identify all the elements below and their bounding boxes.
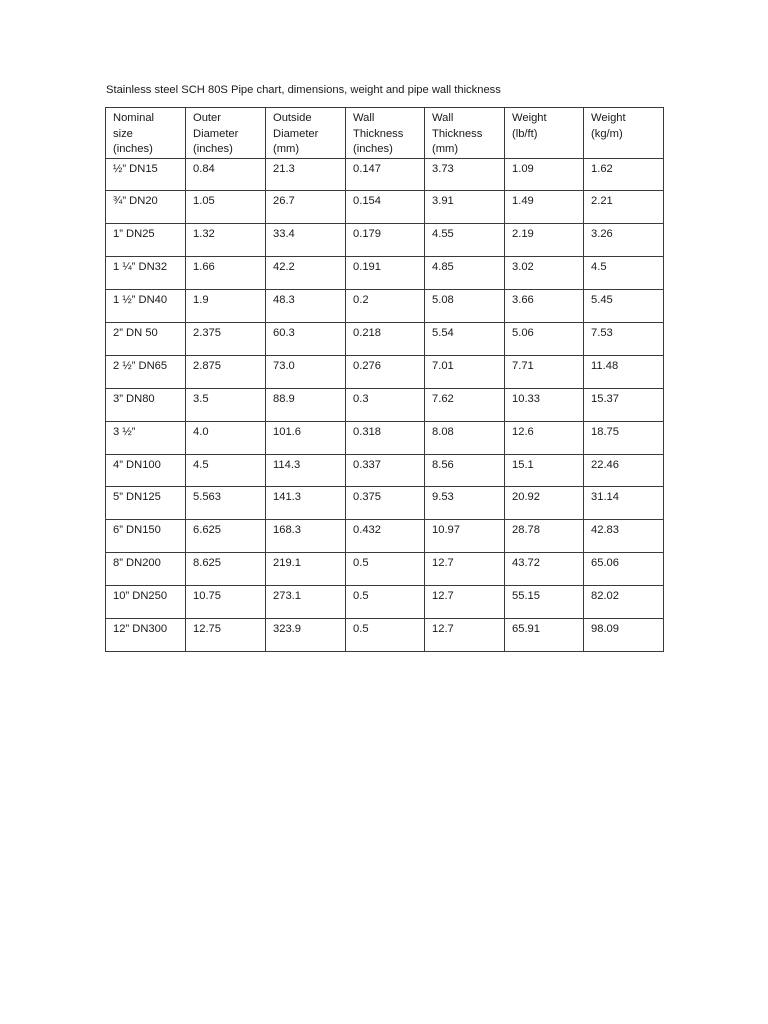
- table-row: [106, 191, 664, 224]
- outer-diameter-inches-cell: 0.84: [186, 158, 266, 191]
- outer-diameter-inches-cell: 2.875: [186, 355, 266, 388]
- nominal-size-cell: 3 ½”: [106, 421, 186, 454]
- header-wall-thickness-mm: Wall Thickness (mm): [425, 108, 505, 159]
- outside-diameter-mm-cell: 73.0: [266, 355, 346, 388]
- nominal-size-cell: 12” DN300: [106, 618, 186, 651]
- weight-kg-m-cell: 4.5: [584, 257, 664, 290]
- nominal-size-cell: 3” DN80: [106, 388, 186, 421]
- weight-lb-ft-cell: 10.33: [505, 388, 584, 421]
- weight-lb-ft-cell: 1.09: [505, 158, 584, 191]
- header-outer-diameter-inches: Outer Diameter (inches): [186, 108, 266, 159]
- weight-kg-m-cell: 82.02: [584, 586, 664, 619]
- weight-lb-ft-cell: 2.19: [505, 224, 584, 257]
- weight-kg-m-cell: 7.53: [584, 322, 664, 355]
- table-row: [106, 553, 664, 586]
- outside-diameter-mm-cell: 42.2: [266, 257, 346, 290]
- pipe-chart-table: [105, 107, 664, 652]
- wall-thickness-mm-cell: 8.08: [425, 421, 505, 454]
- outside-diameter-mm-cell: 48.3: [266, 290, 346, 323]
- nominal-size-cell: 4” DN100: [106, 454, 186, 487]
- wall-thickness-inches-cell: 0.191: [346, 257, 425, 290]
- wall-thickness-mm-cell: 9.53: [425, 487, 505, 520]
- nominal-size-cell: 8” DN200: [106, 553, 186, 586]
- outside-diameter-mm-cell: 21.3: [266, 158, 346, 191]
- wall-thickness-mm-cell: 8.56: [425, 454, 505, 487]
- wall-thickness-inches-cell: 0.5: [346, 586, 425, 619]
- nominal-size-cell: ½” DN15: [106, 158, 186, 191]
- outside-diameter-mm-cell: 33.4: [266, 224, 346, 257]
- nominal-size-cell: ¾” DN20: [106, 191, 186, 224]
- weight-lb-ft-cell: 55.15: [505, 586, 584, 619]
- outer-diameter-inches-cell: 1.9: [186, 290, 266, 323]
- wall-thickness-inches-cell: 0.218: [346, 322, 425, 355]
- header-weight-lb-ft: Weight (lb/ft): [505, 108, 584, 159]
- weight-kg-m-cell: 18.75: [584, 421, 664, 454]
- outer-diameter-inches-cell: 1.32: [186, 224, 266, 257]
- wall-thickness-inches-cell: 0.276: [346, 355, 425, 388]
- weight-lb-ft-cell: 20.92: [505, 487, 584, 520]
- nominal-size-cell: 6” DN150: [106, 520, 186, 553]
- weight-kg-m-cell: 31.14: [584, 487, 664, 520]
- nominal-size-cell: 2 ½” DN65: [106, 355, 186, 388]
- wall-thickness-inches-cell: 0.179: [346, 224, 425, 257]
- weight-lb-ft-cell: 3.66: [505, 290, 584, 323]
- wall-thickness-inches-cell: 0.432: [346, 520, 425, 553]
- weight-lb-ft-cell: 12.6: [505, 421, 584, 454]
- outer-diameter-inches-cell: 6.625: [186, 520, 266, 553]
- outside-diameter-mm-cell: 88.9: [266, 388, 346, 421]
- weight-kg-m-cell: 22.46: [584, 454, 664, 487]
- table-row: [106, 586, 664, 619]
- nominal-size-cell: 2” DN 50: [106, 322, 186, 355]
- weight-lb-ft-cell: 28.78: [505, 520, 584, 553]
- outside-diameter-mm-cell: 60.3: [266, 322, 346, 355]
- weight-kg-m-cell: 11.48: [584, 355, 664, 388]
- weight-lb-ft-cell: 65.91: [505, 618, 584, 651]
- table-row: [106, 290, 664, 323]
- weight-kg-m-cell: 42.83: [584, 520, 664, 553]
- wall-thickness-inches-cell: 0.375: [346, 487, 425, 520]
- table-row: [106, 322, 664, 355]
- outside-diameter-mm-cell: 323.9: [266, 618, 346, 651]
- outer-diameter-inches-cell: 3.5: [186, 388, 266, 421]
- outer-diameter-inches-cell: 12.75: [186, 618, 266, 651]
- outside-diameter-mm-cell: 273.1: [266, 586, 346, 619]
- weight-lb-ft-cell: 7.71: [505, 355, 584, 388]
- outer-diameter-inches-cell: 8.625: [186, 553, 266, 586]
- nominal-size-cell: 1” DN25: [106, 224, 186, 257]
- outside-diameter-mm-cell: 168.3: [266, 520, 346, 553]
- weight-lb-ft-cell: 3.02: [505, 257, 584, 290]
- weight-kg-m-cell: 15.37: [584, 388, 664, 421]
- wall-thickness-mm-cell: 10.97: [425, 520, 505, 553]
- wall-thickness-mm-cell: 12.7: [425, 618, 505, 651]
- outer-diameter-inches-cell: 4.5: [186, 454, 266, 487]
- wall-thickness-mm-cell: 7.62: [425, 388, 505, 421]
- wall-thickness-mm-cell: 3.91: [425, 191, 505, 224]
- nominal-size-cell: 1 ¼” DN32: [106, 257, 186, 290]
- outside-diameter-mm-cell: 219.1: [266, 553, 346, 586]
- wall-thickness-inches-cell: 0.147: [346, 158, 425, 191]
- nominal-size-cell: 1 ½” DN40: [106, 290, 186, 323]
- document-title: Stainless steel SCH 80S Pipe chart, dimensions, weight and pipe wall thickness: [106, 84, 501, 96]
- weight-kg-m-cell: 5.45: [584, 290, 664, 323]
- wall-thickness-inches-cell: 0.5: [346, 553, 425, 586]
- weight-lb-ft-cell: 43.72: [505, 553, 584, 586]
- outer-diameter-inches-cell: 1.66: [186, 257, 266, 290]
- table-body: [106, 158, 664, 651]
- table-row: [106, 355, 664, 388]
- outer-diameter-inches-cell: 1.05: [186, 191, 266, 224]
- wall-thickness-mm-cell: 12.7: [425, 586, 505, 619]
- table-row: [106, 388, 664, 421]
- outside-diameter-mm-cell: 101.6: [266, 421, 346, 454]
- nominal-size-cell: 10” DN250: [106, 586, 186, 619]
- wall-thickness-mm-cell: 7.01: [425, 355, 505, 388]
- weight-lb-ft-cell: 15.1: [505, 454, 584, 487]
- wall-thickness-mm-cell: 5.08: [425, 290, 505, 323]
- header-weight-kg-m: Weight (kg/m): [584, 108, 664, 159]
- outer-diameter-inches-cell: 2.375: [186, 322, 266, 355]
- header-outside-diameter-mm: Outside Diameter (mm): [266, 108, 346, 159]
- wall-thickness-inches-cell: 0.3: [346, 388, 425, 421]
- table-row: [106, 618, 664, 651]
- wall-thickness-mm-cell: 4.55: [425, 224, 505, 257]
- outer-diameter-inches-cell: 4.0: [186, 421, 266, 454]
- wall-thickness-inches-cell: 0.5: [346, 618, 425, 651]
- outside-diameter-mm-cell: 26.7: [266, 191, 346, 224]
- weight-kg-m-cell: 65.06: [584, 553, 664, 586]
- table-row: [106, 421, 664, 454]
- nominal-size-cell: 5” DN125: [106, 487, 186, 520]
- table-row: [106, 454, 664, 487]
- wall-thickness-mm-cell: 12.7: [425, 553, 505, 586]
- weight-kg-m-cell: 98.09: [584, 618, 664, 651]
- table-row: [106, 158, 664, 191]
- wall-thickness-inches-cell: 0.2: [346, 290, 425, 323]
- weight-kg-m-cell: 1.62: [584, 158, 664, 191]
- wall-thickness-mm-cell: 5.54: [425, 322, 505, 355]
- outside-diameter-mm-cell: 141.3: [266, 487, 346, 520]
- weight-lb-ft-cell: 5.06: [505, 322, 584, 355]
- weight-kg-m-cell: 2.21: [584, 191, 664, 224]
- weight-lb-ft-cell: 1.49: [505, 191, 584, 224]
- table-header-row: [106, 108, 664, 159]
- weight-kg-m-cell: 3.26: [584, 224, 664, 257]
- outer-diameter-inches-cell: 10.75: [186, 586, 266, 619]
- table-row: [106, 487, 664, 520]
- header-nominal-size: Nominal size (inches): [106, 108, 186, 159]
- outer-diameter-inches-cell: 5.563: [186, 487, 266, 520]
- wall-thickness-mm-cell: 3.73: [425, 158, 505, 191]
- table-row: [106, 257, 664, 290]
- wall-thickness-mm-cell: 4.85: [425, 257, 505, 290]
- table-row: [106, 224, 664, 257]
- wall-thickness-inches-cell: 0.337: [346, 454, 425, 487]
- wall-thickness-inches-cell: 0.154: [346, 191, 425, 224]
- outside-diameter-mm-cell: 114.3: [266, 454, 346, 487]
- wall-thickness-inches-cell: 0.318: [346, 421, 425, 454]
- table-row: [106, 520, 664, 553]
- header-wall-thickness-inches: Wall Thickness (inches): [346, 108, 425, 159]
